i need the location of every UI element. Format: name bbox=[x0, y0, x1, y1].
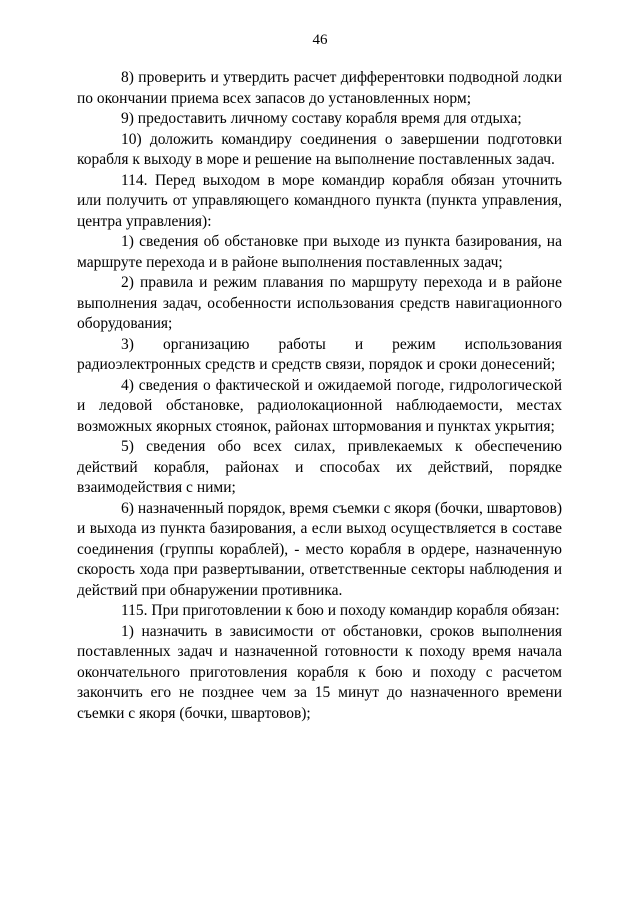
paragraph: 2) правила и режим плавания по маршруту перехода и в районе выполнения задач, особенности использования средств навигационного оборудования; bbox=[77, 274, 562, 332]
paragraph: 9) предоставить личному составу корабля время для отдыха; bbox=[121, 110, 522, 127]
paragraph: 1) сведения об обстановке при выходе из пункта базирования, на маршруте перехода и в районе выполнения поставленных задач; bbox=[77, 233, 562, 271]
paragraph: 114. Перед выходом в море командир корабля обязан уточнить или получить от управляющего командного пункта (пункта управления, центра управления): bbox=[77, 171, 562, 230]
paragraph: 8) проверить и утвердить расчет дифферентовки подводной лодки по окончании приема всех запасов до установленных норм; bbox=[77, 69, 562, 107]
paragraph: 4) сведения о фактической и ожидаемой погоде, гидрологической и ледовой обстановке, радиолокационной наблюдаемости, местах возможных якорных стоянок, районах штормования и пунктах укрытия; bbox=[77, 376, 562, 435]
page-number: 46 bbox=[312, 32, 328, 48]
document-body bbox=[77, 68, 562, 724]
paragraph: 115. При приготовлении к бою и походу командир корабля обязан: bbox=[121, 602, 560, 619]
paragraph: 6) назначенный порядок, время съемки с якоря (бочки, швартовов) и выхода из пункта базирования, а если выход осуществляется в составе соединения (группы кораблей), - место корабля в ордере, назначенную скорость хода при развертывании, ответственные секторы наблюдения и действий при обнаружении противника. bbox=[77, 499, 562, 599]
paragraph: 3) организацию работы и режим использования радиоэлектронных средств и средств связи, порядок и сроки донесений; bbox=[77, 335, 562, 373]
paragraph: 10) доложить командиру соединения о завершении подготовки корабля к выходу в море и решение на выполнение поставленных задач. bbox=[77, 130, 562, 168]
paragraph: 5) сведения обо всех силах, привлекаемых к обеспечению действий корабля, районах и способах их действий, порядке взаимодействия с ними; bbox=[77, 438, 562, 496]
paragraph: 1) назначить в зависимости от обстановки, сроков выполнения поставленных задач и назначенной готовности к походу время начала окончательного приготовления корабля к бою и походу с расчетом закончить его не позднее чем за 15 минут до назначенного времени съемки с якоря (бочки, швартовов); bbox=[77, 622, 562, 722]
